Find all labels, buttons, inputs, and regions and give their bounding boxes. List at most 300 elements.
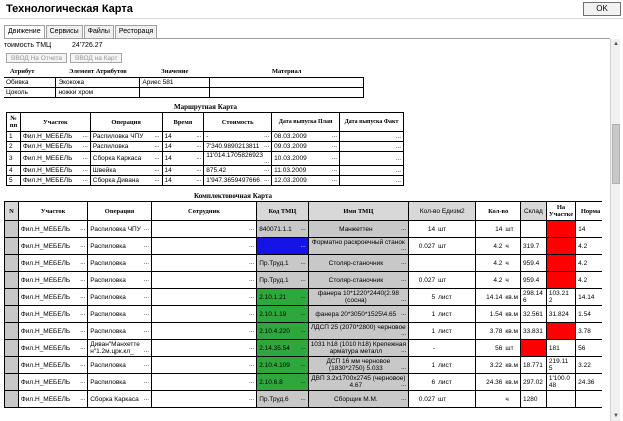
ellipsis-icon[interactable]: ... <box>300 378 306 385</box>
comp-cell[interactable] <box>5 357 19 374</box>
ellipsis-icon[interactable]: ... <box>300 276 306 283</box>
comp-cell[interactable] <box>88 357 152 374</box>
ellipsis-icon[interactable]: ... <box>300 310 306 317</box>
comp-col-header: Код ТМЦ <box>257 202 308 221</box>
comp-cell[interactable] <box>520 374 546 391</box>
comp-cell[interactable] <box>409 323 476 340</box>
ellipsis-icon[interactable]: ... <box>249 311 255 317</box>
ellipsis-icon[interactable]: ... <box>401 276 407 283</box>
comp-cell[interactable] <box>546 374 575 391</box>
ellipsis-icon[interactable]: ... <box>332 155 338 161</box>
comp-cell[interactable] <box>546 357 575 374</box>
comp-cell[interactable] <box>88 391 152 408</box>
ellipsis-icon[interactable]: ... <box>300 327 306 334</box>
route-cell[interactable] <box>162 176 204 186</box>
cell-text: Распиловка <box>90 310 126 318</box>
scroll-up-icon[interactable]: ▲ <box>613 41 619 47</box>
route-cell[interactable] <box>7 176 21 186</box>
comp-cell[interactable] <box>18 306 87 323</box>
comp-cell[interactable] <box>18 357 87 374</box>
vertical-scrollbar[interactable] <box>610 39 620 421</box>
ellipsis-icon[interactable]: ... <box>154 143 160 149</box>
comp-cell[interactable] <box>308 340 408 357</box>
cell-text: Пр.Труд.6 <box>259 395 289 403</box>
comp-cell[interactable] <box>88 221 152 238</box>
scroll-down-icon[interactable]: ▼ <box>613 413 619 419</box>
comp-cell[interactable] <box>476 357 521 374</box>
comp-cell[interactable] <box>476 255 521 272</box>
route-cell[interactable] <box>7 132 21 142</box>
comp-cell[interactable] <box>5 272 19 289</box>
comp-cell[interactable] <box>18 238 87 255</box>
ellipsis-icon[interactable]: ... <box>196 155 202 161</box>
comp-cell[interactable] <box>308 255 408 272</box>
comp-cell[interactable] <box>18 289 87 306</box>
ellipsis-icon[interactable]: ... <box>300 225 306 232</box>
comp-cell[interactable] <box>476 221 521 238</box>
ellipsis-icon[interactable]: ... <box>154 133 160 139</box>
comp-cell[interactable] <box>409 255 476 272</box>
ellipsis-icon[interactable]: ... <box>80 327 86 334</box>
table-row <box>5 391 603 408</box>
ellipsis-icon[interactable]: ... <box>143 276 149 283</box>
comp-cell[interactable] <box>151 255 256 272</box>
comp-cell[interactable] <box>88 323 152 340</box>
ellipsis-icon[interactable]: ... <box>154 177 160 183</box>
comp-cell[interactable] <box>476 289 521 306</box>
ellipsis-icon[interactable]: ... <box>332 133 338 139</box>
cell-text: 0.027 <box>418 395 436 403</box>
ellipsis-icon[interactable]: ... <box>332 177 338 183</box>
comp-cell[interactable] <box>520 221 546 238</box>
attr-cell[interactable]: ножки хром <box>56 87 140 97</box>
ellipsis-icon[interactable]: ... <box>401 297 407 303</box>
comp-cell[interactable] <box>520 289 546 306</box>
attr-cell[interactable]: Экокожа <box>56 77 140 87</box>
comp-cell[interactable] <box>576 391 602 408</box>
comp-cell[interactable] <box>151 289 256 306</box>
route-cell[interactable] <box>340 132 404 142</box>
ellipsis-icon[interactable]: ... <box>82 155 88 161</box>
ellipsis-icon[interactable]: ... <box>300 242 306 249</box>
comp-cell[interactable] <box>151 357 256 374</box>
ellipsis-icon[interactable]: ... <box>264 143 270 149</box>
components-header-row <box>5 202 603 221</box>
comp-cell[interactable] <box>409 340 476 357</box>
comp-cell[interactable] <box>308 289 408 306</box>
ellipsis-icon[interactable]: ... <box>249 362 255 368</box>
comp-cell[interactable] <box>476 391 521 408</box>
attr-col-header: Материал <box>271 68 302 76</box>
comp-cell[interactable] <box>576 289 602 306</box>
ellipsis-icon[interactable]: ... <box>401 382 407 388</box>
route-cell[interactable] <box>7 152 21 166</box>
cell-text: Фил.Н_МЕБЕЛЬ <box>22 155 73 162</box>
cell-text: - <box>432 344 436 352</box>
attr-cell[interactable]: Обивка <box>4 77 56 87</box>
attr-cell[interactable]: Ариес 581 <box>140 77 210 87</box>
comp-cell[interactable] <box>257 272 308 289</box>
comp-cell[interactable] <box>576 255 602 272</box>
comp-cell[interactable] <box>409 391 476 408</box>
ellipsis-icon[interactable]: ... <box>249 243 255 249</box>
cell-text: 6 <box>431 378 436 386</box>
action-buttons <box>6 53 125 63</box>
route-cell[interactable] <box>340 166 404 176</box>
comp-cell[interactable] <box>88 340 152 357</box>
comp-cell[interactable] <box>520 357 546 374</box>
route-col-header: Участок <box>20 113 90 132</box>
unit-text: кв.м <box>505 310 518 318</box>
route-cell[interactable] <box>20 152 90 166</box>
comp-cell[interactable] <box>546 289 575 306</box>
ellipsis-icon[interactable]: ... <box>143 293 149 300</box>
comp-cell[interactable] <box>576 340 602 357</box>
ellipsis-icon[interactable]: ... <box>401 348 407 354</box>
cell-text: 3.78 <box>489 327 503 335</box>
comp-cell[interactable] <box>576 221 602 238</box>
ellipsis-icon[interactable]: ... <box>80 361 86 368</box>
ellipsis-icon[interactable]: ... <box>143 395 149 402</box>
route-cell[interactable] <box>272 142 340 152</box>
cell-text: 2.14.35.54 <box>259 344 290 352</box>
ellipsis-icon[interactable]: ... <box>143 378 149 385</box>
ellipsis-icon[interactable]: ... <box>143 348 149 354</box>
route-cell[interactable] <box>204 132 272 142</box>
ellipsis-icon[interactable]: ... <box>80 378 86 385</box>
route-cell[interactable] <box>90 132 162 142</box>
comp-cell[interactable] <box>257 391 308 408</box>
comp-cell[interactable] <box>546 323 575 340</box>
comp-cell[interactable] <box>576 238 602 255</box>
cell-text: 297.02 <box>522 378 543 386</box>
cell-text: 14 <box>164 155 172 162</box>
cell-text: 14 <box>164 167 172 174</box>
comp-cell[interactable] <box>88 374 152 391</box>
route-cell[interactable] <box>204 166 272 176</box>
ellipsis-icon[interactable]: ... <box>249 260 255 266</box>
ellipsis-icon[interactable]: ... <box>196 143 202 149</box>
ellipsis-icon[interactable]: ... <box>80 225 86 232</box>
tab-services[interactable]: Сервисы <box>46 25 83 38</box>
route-cell[interactable] <box>90 176 162 186</box>
ellipsis-icon[interactable]: ... <box>143 259 149 266</box>
route-cell[interactable] <box>20 142 90 152</box>
window-title: Технологическая Карта <box>6 3 133 15</box>
comp-cell[interactable] <box>151 238 256 255</box>
ellipsis-icon[interactable]: ... <box>401 365 407 371</box>
comp-cell[interactable] <box>476 272 521 289</box>
comp-cell[interactable] <box>409 289 476 306</box>
ellipsis-icon[interactable]: ... <box>80 395 86 402</box>
comp-cell[interactable] <box>409 238 476 255</box>
route-cell[interactable] <box>7 166 21 176</box>
cell-text: Фил.Н_МЕБЕЛЬ <box>20 276 71 284</box>
comp-cell[interactable] <box>520 340 546 357</box>
ellipsis-icon[interactable]: ... <box>395 167 401 174</box>
ellipsis-icon[interactable]: ... <box>82 133 88 139</box>
ellipsis-icon[interactable]: ... <box>401 246 407 252</box>
ellipsis-icon[interactable]: ... <box>82 143 88 149</box>
comp-cell[interactable] <box>5 340 19 357</box>
route-cell[interactable] <box>20 132 90 142</box>
comp-cell[interactable] <box>88 272 152 289</box>
ellipsis-icon[interactable]: ... <box>143 242 149 249</box>
ok-button[interactable]: OK <box>583 2 621 16</box>
comp-cell[interactable] <box>546 391 575 408</box>
comp-cell[interactable] <box>546 238 575 255</box>
comp-cell[interactable] <box>520 272 546 289</box>
attr-cell[interactable]: Цоколь <box>4 87 56 97</box>
route-cell[interactable] <box>204 142 272 152</box>
comp-cell[interactable] <box>151 221 256 238</box>
ellipsis-icon[interactable]: ... <box>82 177 88 183</box>
comp-cell[interactable] <box>151 340 256 357</box>
ellipsis-icon[interactable]: ... <box>143 327 149 334</box>
ellipsis-icon[interactable]: ... <box>143 225 149 232</box>
comp-cell[interactable] <box>257 221 308 238</box>
ellipsis-icon[interactable]: ... <box>401 331 407 337</box>
comp-cell[interactable] <box>576 374 602 391</box>
route-cell[interactable] <box>162 142 204 152</box>
comp-cell[interactable] <box>5 323 19 340</box>
ellipsis-icon[interactable]: ... <box>249 345 255 351</box>
ellipsis-icon[interactable]: ... <box>249 396 255 402</box>
report-input-button[interactable]: ВВОД На Отчета <box>6 53 67 63</box>
comp-cell[interactable] <box>576 323 602 340</box>
cell-text: фанера 20*3050*1525\4.65 <box>315 310 397 318</box>
ellipsis-icon[interactable]: ... <box>300 361 306 368</box>
comp-cell[interactable] <box>409 221 476 238</box>
ellipsis-icon[interactable]: ... <box>264 167 270 173</box>
comp-cell[interactable] <box>308 374 408 391</box>
unit-text: кв.м <box>505 327 518 335</box>
comp-cell[interactable] <box>257 323 308 340</box>
ellipsis-icon[interactable]: ... <box>264 133 270 139</box>
comp-cell[interactable] <box>88 289 152 306</box>
comp-cell[interactable] <box>520 238 546 255</box>
comp-cell[interactable] <box>5 289 19 306</box>
route-col-header: Дата выпуска План <box>272 113 340 132</box>
ellipsis-icon[interactable]: ... <box>401 259 407 266</box>
scroll-thumb[interactable] <box>612 124 620 184</box>
comp-cell[interactable] <box>576 272 602 289</box>
route-cell[interactable] <box>272 132 340 142</box>
comp-cell[interactable] <box>576 357 602 374</box>
comp-cell[interactable] <box>476 323 521 340</box>
comp-cell[interactable] <box>257 357 308 374</box>
route-cell[interactable] <box>272 152 340 166</box>
ellipsis-icon[interactable]: ... <box>80 276 86 283</box>
components-table <box>4 201 602 408</box>
ellipsis-icon[interactable]: ... <box>196 177 202 183</box>
route-cell[interactable] <box>162 166 204 176</box>
comp-cell[interactable] <box>409 306 476 323</box>
comp-cell[interactable] <box>151 306 256 323</box>
ellipsis-icon[interactable]: ... <box>300 259 306 266</box>
comp-cell[interactable] <box>5 391 19 408</box>
cell-text: Фил.Н_МЕБЕЛЬ <box>22 177 73 184</box>
comp-cell[interactable] <box>18 221 87 238</box>
route-cell[interactable] <box>204 176 272 186</box>
ellipsis-icon[interactable]: ... <box>154 155 160 161</box>
ellipsis-icon[interactable]: ... <box>401 310 407 317</box>
comp-cell[interactable] <box>308 238 408 255</box>
attr-cell[interactable] <box>210 87 364 97</box>
cell-text: 10.03.2009 <box>274 155 307 162</box>
comp-cell[interactable] <box>476 238 521 255</box>
comp-cell[interactable] <box>546 221 575 238</box>
ellipsis-icon[interactable]: ... <box>264 177 270 183</box>
route-col-header: Время <box>162 113 204 132</box>
unit-text: лист <box>438 327 452 335</box>
comp-cell[interactable] <box>409 272 476 289</box>
cell-text: Сборка Каркаса <box>92 155 142 162</box>
ellipsis-icon[interactable]: ... <box>80 259 86 266</box>
ellipsis-icon[interactable]: ... <box>143 361 149 368</box>
comp-cell[interactable] <box>409 357 476 374</box>
route-cell[interactable] <box>90 152 162 166</box>
comp-cell[interactable] <box>520 391 546 408</box>
cell-text: Фил.Н_МЕБЕЛЬ <box>20 395 71 403</box>
ellipsis-icon[interactable]: ... <box>196 133 202 139</box>
comp-cell[interactable] <box>18 323 87 340</box>
attr-cell[interactable] <box>140 87 210 97</box>
route-cell[interactable] <box>162 152 204 166</box>
ellipsis-icon[interactable]: ... <box>395 155 401 162</box>
comp-cell[interactable] <box>257 374 308 391</box>
route-cell[interactable] <box>272 166 340 176</box>
route-cell[interactable] <box>20 166 90 176</box>
comp-cell[interactable] <box>18 391 87 408</box>
comp-cell[interactable] <box>520 306 546 323</box>
tab-files[interactable]: Файлы <box>84 25 114 38</box>
ellipsis-icon[interactable]: ... <box>249 294 255 300</box>
cell-text: 14 <box>427 225 436 233</box>
route-cell[interactable] <box>204 152 272 166</box>
route-cell[interactable] <box>340 152 404 166</box>
comp-cell[interactable] <box>308 323 408 340</box>
ellipsis-icon[interactable]: ... <box>300 293 306 300</box>
ellipsis-icon[interactable]: ... <box>143 310 149 317</box>
cell-text: 219.11 5 <box>548 358 569 372</box>
ellipsis-icon[interactable]: ... <box>249 379 255 385</box>
comp-cell[interactable] <box>5 374 19 391</box>
ellipsis-icon[interactable]: ... <box>196 167 202 173</box>
route-cell[interactable] <box>340 142 404 152</box>
unit-text: шт <box>505 344 514 352</box>
ellipsis-icon[interactable]: ... <box>249 277 255 283</box>
comp-cell[interactable] <box>5 221 19 238</box>
comp-cell[interactable] <box>546 340 575 357</box>
comp-cell[interactable] <box>520 255 546 272</box>
table-row <box>7 176 404 186</box>
ellipsis-icon[interactable]: ... <box>401 225 407 232</box>
ellipsis-icon[interactable]: ... <box>332 143 338 149</box>
comp-cell[interactable] <box>308 357 408 374</box>
cell-text: Распиловка <box>90 259 126 267</box>
ellipsis-icon[interactable]: ... <box>249 328 255 334</box>
cost-label: тоимость ТМЦ <box>4 42 52 49</box>
comp-cell[interactable] <box>308 272 408 289</box>
comp-cell[interactable] <box>257 255 308 272</box>
route-cell[interactable] <box>162 132 204 142</box>
ellipsis-icon[interactable]: ... <box>300 344 306 351</box>
ellipsis-icon[interactable]: ... <box>300 395 306 402</box>
comp-cell[interactable] <box>308 391 408 408</box>
comp-cell[interactable] <box>308 221 408 238</box>
comp-cell[interactable] <box>5 238 19 255</box>
comp-cell[interactable] <box>257 340 308 357</box>
comp-cell[interactable] <box>5 306 19 323</box>
ellipsis-icon[interactable]: ... <box>401 395 407 402</box>
map-input-button[interactable]: ВВОД на Карт <box>70 53 122 63</box>
comp-cell[interactable] <box>151 391 256 408</box>
comp-cell[interactable] <box>151 374 256 391</box>
comp-cell[interactable] <box>308 306 408 323</box>
ellipsis-icon[interactable]: ... <box>332 167 338 173</box>
ellipsis-icon[interactable]: ... <box>82 167 88 173</box>
ellipsis-icon[interactable]: ... <box>80 310 86 317</box>
comp-cell[interactable] <box>88 306 152 323</box>
cell-text: 11.03.2009 <box>274 167 307 174</box>
cell-text: Распиловка <box>90 242 126 250</box>
comp-cell[interactable] <box>520 323 546 340</box>
ellipsis-icon[interactable]: ... <box>395 133 401 140</box>
attr-cell[interactable] <box>210 77 364 87</box>
comp-cell[interactable] <box>5 255 19 272</box>
route-cell[interactable] <box>20 176 90 186</box>
ellipsis-icon[interactable]: ... <box>395 143 401 150</box>
tab-movement[interactable]: Движение <box>4 25 45 39</box>
comp-cell[interactable] <box>151 323 256 340</box>
route-cell[interactable] <box>7 142 21 152</box>
ellipsis-icon[interactable]: ... <box>154 167 160 173</box>
table-row <box>5 357 603 374</box>
comp-cell[interactable] <box>546 255 575 272</box>
ellipsis-icon[interactable]: ... <box>80 242 86 249</box>
comp-cell[interactable] <box>257 306 308 323</box>
comp-cell[interactable] <box>18 340 87 357</box>
ellipsis-icon[interactable]: ... <box>80 344 86 351</box>
comp-cell[interactable] <box>546 272 575 289</box>
ellipsis-icon[interactable]: ... <box>80 293 86 300</box>
tab-restoration[interactable]: Рестораця <box>115 25 157 38</box>
comp-cell[interactable] <box>409 374 476 391</box>
ellipsis-icon[interactable]: ... <box>395 177 401 184</box>
comp-cell[interactable] <box>257 238 308 255</box>
comp-cell[interactable] <box>18 255 87 272</box>
route-cell[interactable] <box>90 142 162 152</box>
comp-cell[interactable] <box>18 374 87 391</box>
comp-cell[interactable] <box>151 272 256 289</box>
route-cell[interactable] <box>272 176 340 186</box>
comp-cell[interactable] <box>88 255 152 272</box>
comp-cell[interactable] <box>88 238 152 255</box>
cell-text: Распиловка <box>90 361 126 369</box>
comp-cell[interactable] <box>576 306 602 323</box>
comp-cell[interactable] <box>476 306 521 323</box>
comp-cell[interactable] <box>18 272 87 289</box>
comp-cell[interactable] <box>257 289 308 306</box>
ellipsis-icon[interactable]: ... <box>264 159 270 165</box>
comp-cell[interactable] <box>476 374 521 391</box>
comp-cell[interactable] <box>546 306 575 323</box>
route-cell[interactable] <box>90 166 162 176</box>
route-cell[interactable] <box>340 176 404 186</box>
comp-cell[interactable] <box>476 340 521 357</box>
ellipsis-icon[interactable]: ... <box>249 226 255 232</box>
